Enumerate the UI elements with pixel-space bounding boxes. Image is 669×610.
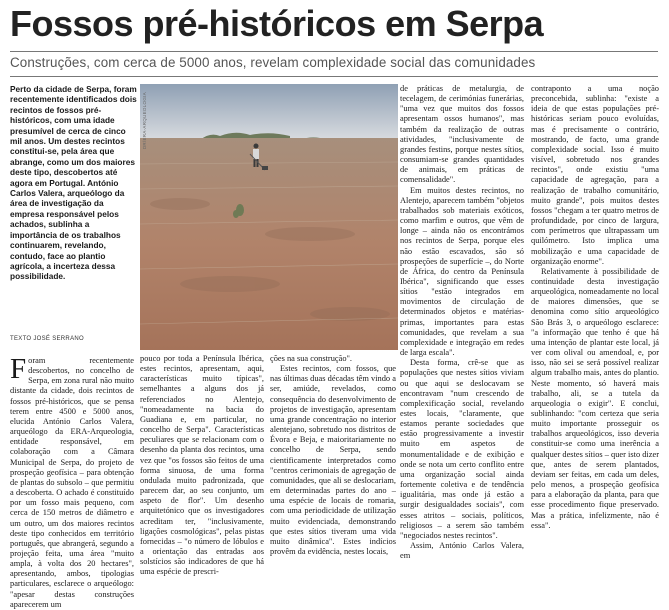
body-column-1 [10, 353, 134, 610]
column-5-para-2: Relativamente à possibilidade de continuidade desta investigação arqueológica, nomeadamente no local de maiores dimensões, que se denomina como sítio arqueológico São Brás 3, o arqueólogo esclarece: "a informação que tenho é que há uma intenção de plantar este local, já ver com olival ou amendoal, e, por isso, não sei se será possível realizar algum trabalho mais, antes do plantio. Neste momento, só haverá mais trabalho, ali, se a tutela da arqueologia o exigir". E conclui, sublinhando: "com certeza que seria muito importante prosseguir os trabalhos arqueológicos, isso deveria constituir-se como uma inerência a qualquer destes sítios – quer isto dizer que, antes de serem plantados, deviam ser feitas, em cada um deles, pelo menos, a prospeção geofísica para a elaboração da planta, para que esse procedimento fique preservado. Mas a prática, infelizmente, não é essa". [531, 266, 659, 530]
column-4-para-1: de práticas de metalurgia, de tecelagem, de cerimónias funerárias, "uma vez que muitos dos fossos apresentam ossos humanos", mas também da realização de outras atividades, "inclusivamente de grandes festins, porque nestes sítios, consumiam-se grandes quantidades de animais, em práticas de comensalidade". [400, 84, 524, 185]
column-3-para-2: Estes recintos, com fossos, que nas últimas duas décadas têm vindo a ser, amiúde, revelados, como consequência do desenvolvimento de projetos de investigação, apresentam uma grande concentração no interior alentejano, sobretudo nos distritos de Évora e Beja, e maioritariamente no concelho de Serpa, sendo cientificamente interpretados como "centros cerimoniais de agregação de comunidades, que ali se deslocariam, em determinadas partes do ano – uma espécie de locais de romaria, com uma periodicidade de utilização muito evidenciada, demonstrando que estes sítios tiveram uma vida muito dinâmica". Estes indícios provêm da evidência, nestes locais, [270, 364, 396, 556]
body-column-5 [531, 84, 659, 531]
byline: TEXTO JOSÉ SERRANO [10, 336, 84, 342]
column-1-text: oram recentemente descobertos, no concelho de Serpa, em zona rural não muito distante da cidade, dois recintos de fossos pré-históricos, que se pensa terem entre 4500 e 5000 anos, elucida António Carlos Valera, arqueólogo da ERA-Arqueologia, entidade responsável, em colaboração com a Câmara Municipal de Serpa, do projeto de prospeção geofísica – para obtenção de plantas do subsolo – que permitiu a descoberta. O achado é constituído por um fosso mais pequeno, com cerca de 150 metros de diâmetro e um outro, um dos maiores recintos deste tipo conhecidos em território português, que abrangerá, segundo a projeção feita, uma área "muito ampla, à volta dos 20 hectares", apresentando, ambos, tipologias particulares, esclarece o arqueólogo: "apesar destas construções aparecerem um [10, 356, 134, 609]
body-column-3 [270, 354, 396, 557]
column-5-para-1: contraponto a uma noção preconcebida, sublinha: "existe a ideia de que estas populações pré-históricas seriam pouco evoluídas, mas é precisamente o contrário, mostrando, de facto, uma grande complexidade social. Isso é muito visível, sobretudo nos grandes recintos", onde existiu "uma capacidade de agregação, para a realização de trabalho comunitário, muito grande", pois muitos destes fossos "chegam a ter quatro metros de profundidade, por cinco de largura, com perímetros que ultrapassam um quilómetro. Isto implica uma mobilização e uma capacidade de organização enorme". [531, 84, 659, 266]
column-2-text: pouco por toda a Península Ibérica, estes recintos, apresentam, aqui, características muito típicas", semelhantes a alguns dos já referenciados no Alentejo, "nomeadamente na bacia do Guadiana e, em particular, no concelho de Serpa". Características peculiares que se relacionam com o desenho da planta dos recintos, uma vez que "os fossos são feitos de uma forma sinuosa, de uma forma ondulada muito padronizada, que parecem dar, ao seu conjunto, um aspeto de flor". Um desenho arquitetónico que os investigadores acreditam ter, "inclusivamente, ligações cosmológicas", pelas pistas fornecidas – "o número de lóbulos e a orientação das entradas aos solstícios são indicadores de que há uma espécie de prescri- [140, 354, 264, 577]
subheadline: Construções, com cerca de 5000 anos, revelam complexidade social das comunidades [10, 55, 536, 70]
lead-paragraph: Perto da cidade de Serpa, foram recentemente identificados dois recintos de fossos pré-históricos, com uma idade presumível de cerca de cinco mil anos. Um destes recintos constitui-se, pela área que abrange, como um dos maiores deste tipo, descobertos até agora em Portugal. António Carlos Valera, arqueólogo da área de investigação da empresa responsável pelos achados, sublinha a importância de os trabalhos continuarem, revelando, contudo, face ao plantio agrícola, a incerteza dessa possibilidade. [10, 84, 137, 282]
column-4-para-4: Assim, António Carlos Valera, em [400, 541, 524, 561]
headline: Fossos pré-históricos em Serpa [10, 3, 544, 44]
column-3-para-1: ções na sua construção". [270, 354, 353, 363]
body-column-4 [400, 84, 524, 561]
body-column-2 [140, 354, 264, 577]
column-4-para-2: Em muitos destes recintos, no Alentejo, aparecem também "objetos trabalhados sob materiais exóticos, como marfim e outros, que vêm de longe – ainda não os encontrámos nos recintos de Serpa, porque eles não estão escavados, são só prospeções de superfície –, do Norte de África, do centro da Península Ibérica", significando que esses sítios "estão integrados em movimentos de circulação de determinados objetos e matérias-primas, importantes para estas comunidades, que revelam a sua complexidade e integração em redes de larga escala". [400, 185, 524, 358]
drop-cap: F [10, 353, 27, 385]
photo-credit: DR/ERA-ARQUEOLOGIA [142, 92, 147, 150]
column-4-para-3: Desta forma, crê-se que as populações que nestes sítios viviam ou que aqui se deslocavam se encontravam "num crescendo de complexificação social, revelando estes locais, "claramente, que estamos perante sociedades que estão progressivamente a investir muito em aspetos de monumentalidade e de exibição e onde se nota um certo conflito entre uma organização social ainda fortemente coletiva e de tendência igualitária, mas onde já estão a surgir desigualdades sociais", com esses atritos – sociais, políticos, religiosos – a serem são também "negociados nestes recintos". [400, 358, 524, 540]
photo-sky [140, 84, 398, 140]
sub-rule [10, 76, 658, 77]
top-rule [10, 51, 658, 52]
field-photo [140, 84, 398, 350]
